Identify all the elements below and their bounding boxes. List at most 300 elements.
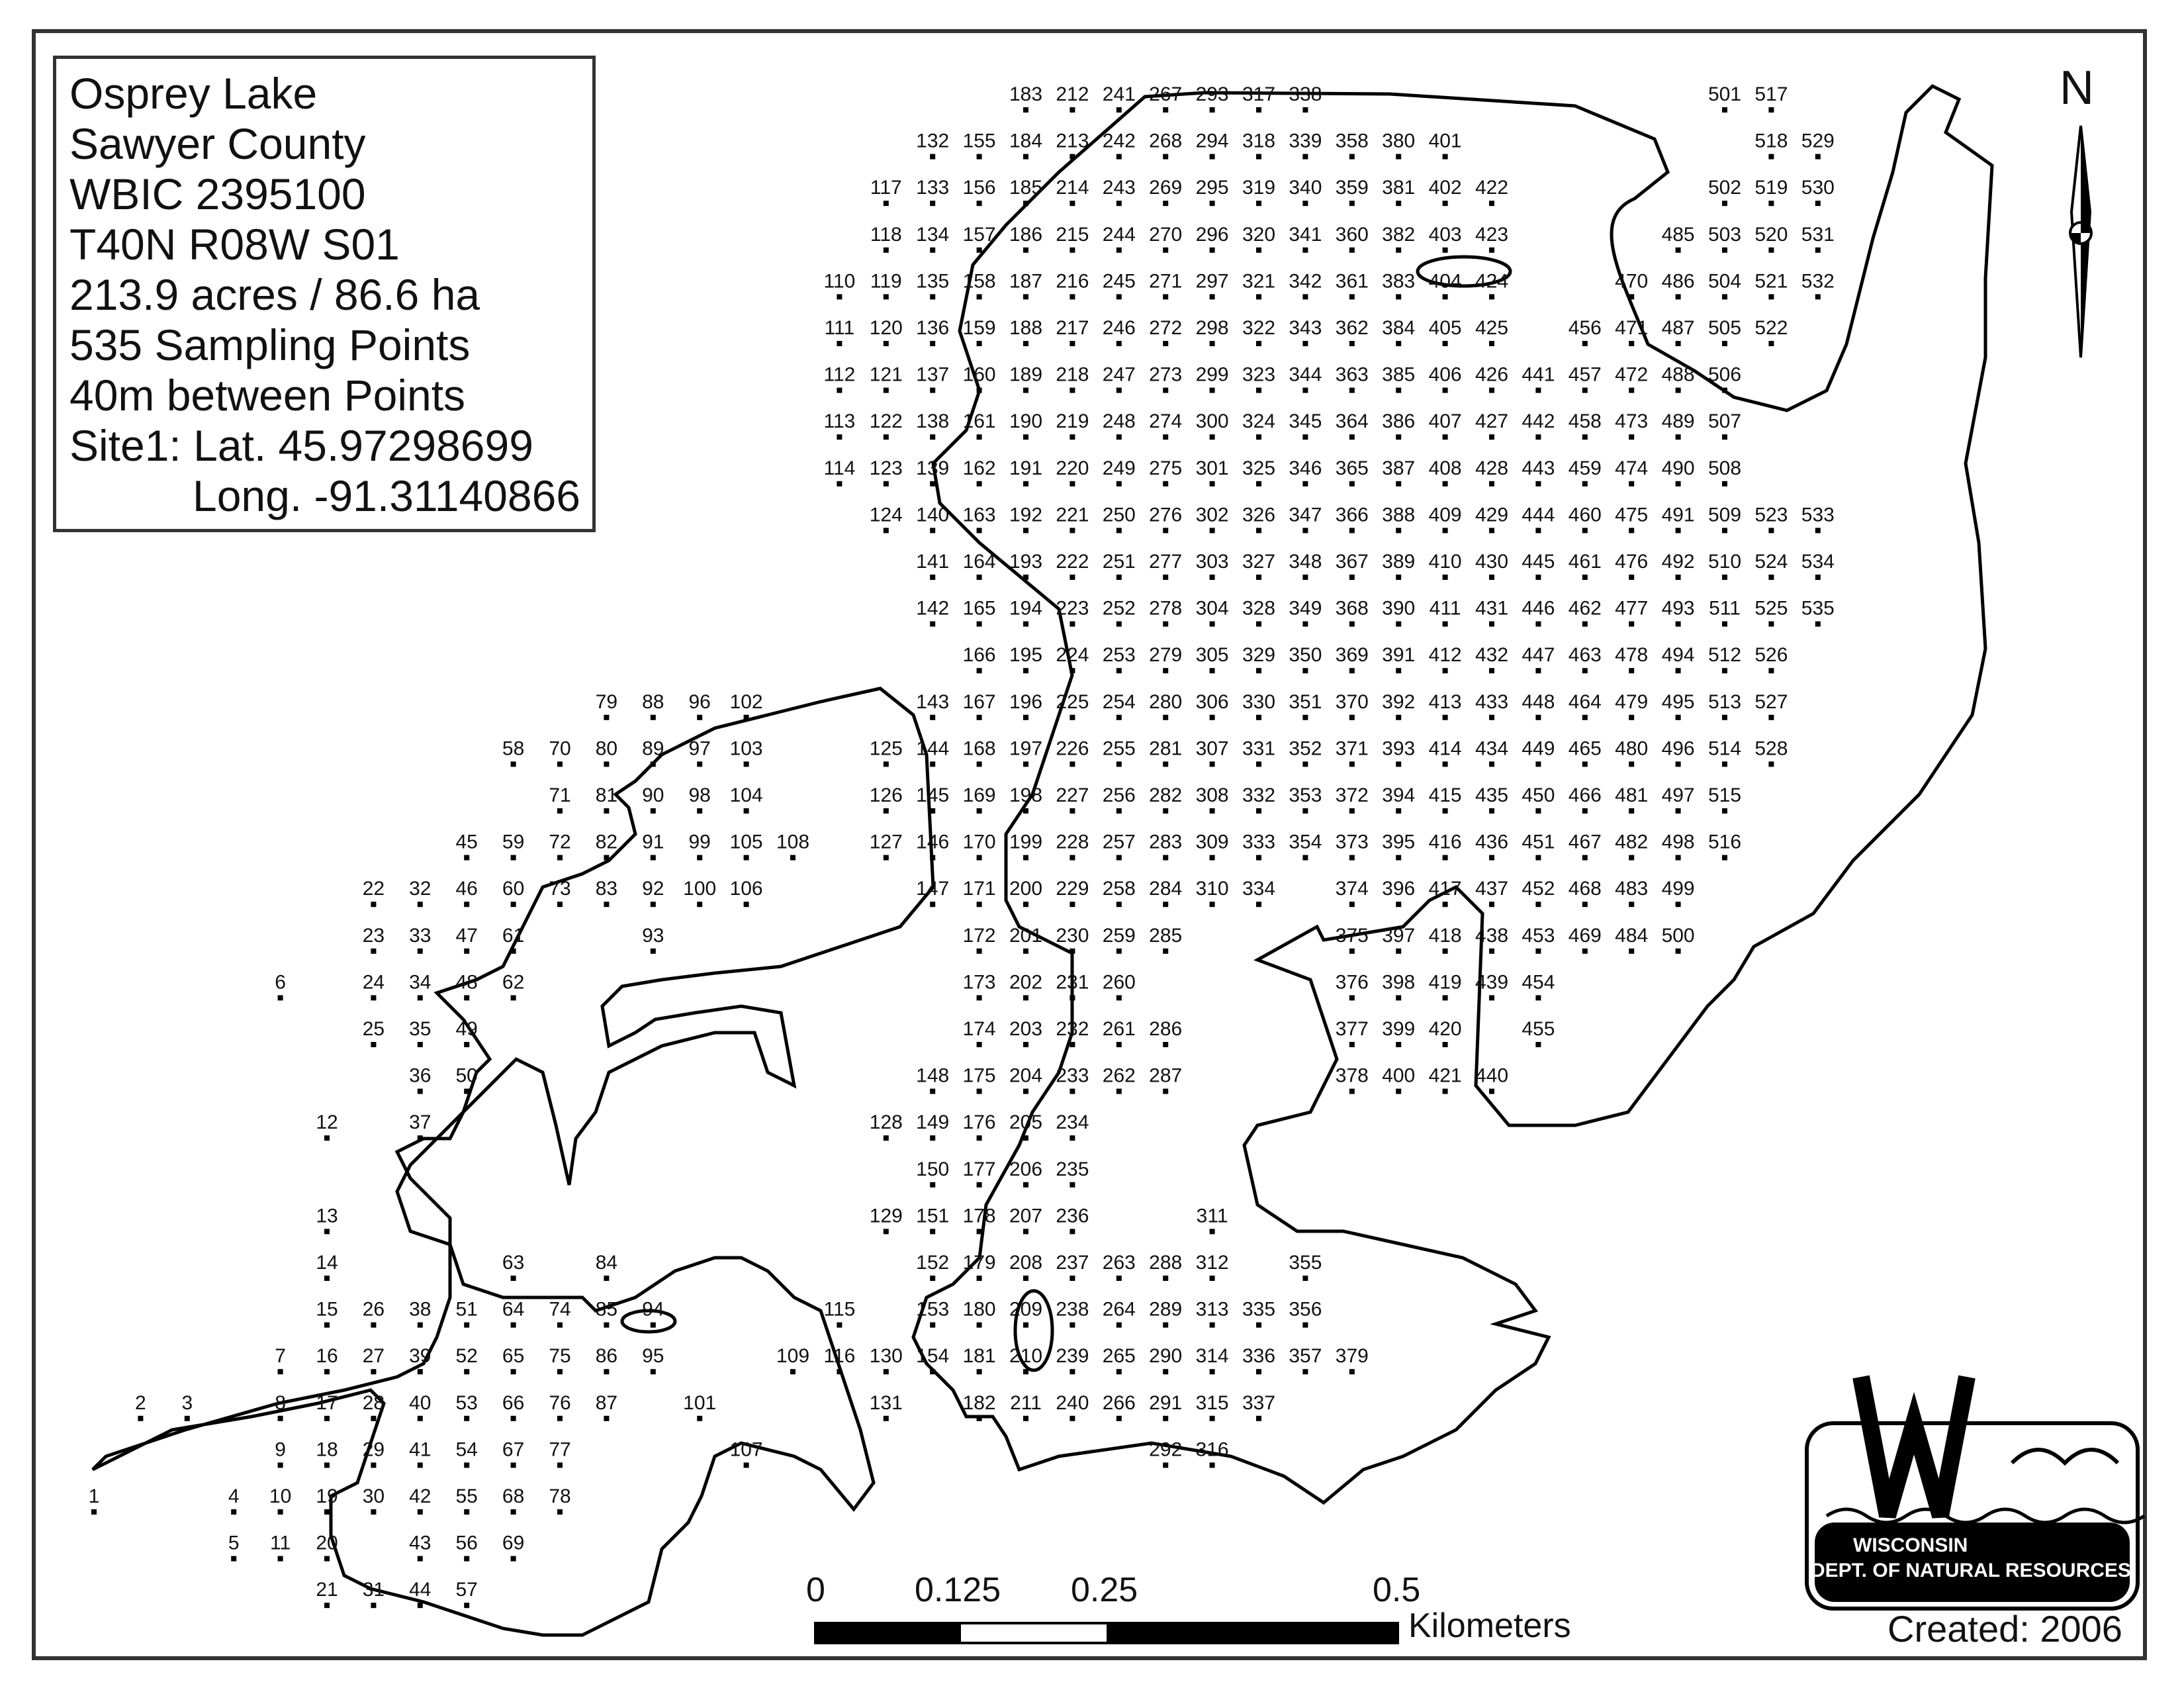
sampling-point-label: 228 (1056, 831, 1089, 853)
sampling-point-marker (1302, 1369, 1308, 1374)
sampling-point-marker (1396, 1089, 1401, 1094)
sampling-point-marker (1023, 388, 1028, 393)
sampling-point-marker (1676, 388, 1681, 393)
sampling-point-marker (884, 528, 889, 533)
sampling-point-marker (977, 1323, 982, 1328)
sampling-point-marker (977, 808, 982, 814)
created-date: Created: 2006 (1888, 1608, 2122, 1650)
sampling-point-marker (371, 1416, 376, 1421)
sampling-point-marker (837, 294, 842, 299)
sampling-point-marker (1069, 1416, 1075, 1421)
sampling-point-marker (884, 388, 889, 393)
sampling-point-marker (1163, 107, 1168, 113)
sampling-point-label: 248 (1102, 410, 1136, 433)
sampling-point-marker (977, 1182, 982, 1188)
sampling-point-marker (1582, 528, 1588, 533)
sampling-point-marker (557, 855, 563, 861)
sampling-point-marker (1582, 388, 1588, 393)
sampling-point-label: 426 (1475, 363, 1509, 386)
sampling-point-label: 517 (1754, 83, 1788, 105)
sampling-point-label: 317 (1242, 83, 1276, 105)
sampling-point-label: 360 (1335, 223, 1369, 246)
sampling-point-marker (1582, 668, 1588, 673)
sampling-point-label: 520 (1754, 223, 1788, 246)
sampling-point-label: 423 (1475, 223, 1509, 246)
sampling-point-label: 72 (549, 831, 571, 853)
sampling-point-marker (744, 715, 749, 720)
sampling-point-label: 64 (502, 1298, 525, 1321)
sampling-point-label: 253 (1102, 644, 1136, 667)
sampling-point-label: 190 (1009, 410, 1043, 433)
sampling-point-marker (1768, 715, 1774, 720)
sampling-point-marker (1722, 528, 1727, 533)
sampling-point-marker (1210, 1229, 1215, 1234)
sampling-point-label: 337 (1242, 1391, 1276, 1414)
sampling-point-marker (1582, 902, 1588, 907)
sampling-point-marker (1210, 248, 1215, 253)
sampling-point-marker (418, 1509, 423, 1515)
sampling-point-label: 155 (962, 130, 996, 152)
sampling-point-label: 34 (409, 971, 432, 994)
sampling-point-label: 446 (1522, 597, 1555, 620)
sampling-point-marker (1163, 294, 1168, 299)
sampling-point-label: 196 (1009, 690, 1043, 713)
sampling-point-label: 482 (1615, 831, 1649, 853)
sampling-point-label: 344 (1289, 363, 1322, 386)
sampling-point-marker (1256, 1369, 1261, 1374)
sampling-point-marker (1023, 201, 1028, 206)
sampling-point-marker (1023, 341, 1028, 346)
sampling-point-label: 508 (1707, 457, 1742, 479)
sampling-point-label: 528 (1754, 737, 1788, 760)
sampling-point-marker (1722, 855, 1727, 861)
sampling-point-label: 73 (549, 878, 571, 900)
sampling-point-marker (1349, 481, 1355, 487)
sampling-point-label: 345 (1289, 410, 1322, 433)
sampling-point-label: 238 (1056, 1298, 1089, 1321)
sampling-point-label: 326 (1242, 504, 1276, 526)
sampling-point-label: 327 (1242, 551, 1276, 573)
sampling-point-label: 316 (1195, 1438, 1229, 1461)
sampling-point-marker (884, 761, 889, 767)
sampling-point-label: 479 (1615, 690, 1649, 713)
sampling-point-marker (697, 855, 702, 861)
sampling-point-marker (1629, 668, 1634, 673)
sampling-point-marker (418, 1042, 423, 1047)
sampling-point-label: 270 (1149, 223, 1183, 246)
sampling-point-label: 393 (1382, 737, 1416, 760)
sampling-point-label: 268 (1149, 130, 1183, 152)
sampling-point-marker (1210, 481, 1215, 487)
sampling-point-label: 363 (1335, 363, 1369, 386)
sampling-point-marker (1163, 434, 1168, 440)
sampling-point-marker (1210, 1369, 1215, 1374)
sampling-point-marker (1069, 902, 1075, 907)
sampling-point-marker (1023, 855, 1028, 861)
sampling-point-marker (930, 1276, 935, 1281)
sampling-point-label: 354 (1289, 831, 1322, 853)
sampling-point-label: 173 (962, 971, 996, 994)
sampling-point-marker (744, 1462, 749, 1468)
sampling-point-marker (1163, 902, 1168, 907)
sampling-point-marker (1069, 388, 1075, 393)
sampling-point-marker (1535, 715, 1541, 720)
sampling-point-marker (1443, 761, 1448, 767)
sampling-point-marker (1396, 528, 1401, 533)
sampling-point-marker (464, 1556, 469, 1562)
sampling-point-marker (1535, 575, 1541, 580)
sampling-point-label: 264 (1102, 1298, 1136, 1321)
sampling-point-marker (930, 808, 935, 814)
sampling-point-marker (1396, 154, 1401, 160)
sampling-point-marker (1163, 715, 1168, 720)
sampling-point-marker (324, 1369, 330, 1374)
sampling-point-label: 335 (1242, 1298, 1276, 1321)
sampling-point-label: 275 (1149, 457, 1183, 479)
sampling-point-marker (1256, 622, 1261, 627)
sampling-point-marker (1535, 761, 1541, 767)
sampling-point-marker (1768, 575, 1774, 580)
sampling-point-label: 319 (1242, 177, 1276, 199)
scale-tick-0125: 0.125 (915, 1571, 1001, 1609)
sampling-point-label: 25 (362, 1018, 385, 1040)
sampling-point-label: 464 (1568, 690, 1602, 713)
sampling-point-label: 417 (1428, 878, 1462, 900)
sampling-point-label: 231 (1056, 971, 1089, 994)
sampling-point-marker (1582, 575, 1588, 580)
sampling-point-marker (884, 1369, 889, 1374)
sampling-point-marker (884, 1416, 889, 1421)
site-longitude: Long. -91.31140866 (193, 471, 580, 520)
sampling-point-marker (1443, 949, 1448, 954)
sampling-point-label: 237 (1056, 1252, 1089, 1274)
sampling-point-label: 294 (1195, 130, 1229, 152)
sampling-point-marker (1349, 388, 1355, 393)
sampling-point-marker (1023, 575, 1028, 580)
sampling-point-marker (1582, 434, 1588, 440)
sampling-point-label: 389 (1382, 551, 1416, 573)
sampling-point-label: 131 (869, 1391, 903, 1414)
sampling-point-label: 258 (1102, 878, 1136, 900)
sampling-point-marker (1443, 294, 1448, 299)
sampling-point-marker (1163, 949, 1168, 954)
sampling-point-label: 165 (962, 597, 996, 620)
sampling-point-label: 55 (455, 1485, 478, 1507)
lake-name: Osprey Lake (69, 69, 318, 118)
sampling-point-label: 459 (1568, 457, 1602, 479)
sampling-point-marker (418, 1462, 423, 1468)
sampling-point-label: 220 (1056, 457, 1089, 479)
sampling-point-label: 68 (502, 1485, 525, 1507)
sampling-point-marker (1396, 481, 1401, 487)
sampling-point-marker (977, 1229, 982, 1234)
sampling-point-label: 469 (1568, 924, 1602, 947)
sampling-point-marker (1489, 434, 1494, 440)
sampling-point-label: 205 (1009, 1111, 1043, 1134)
sampling-point-label: 86 (595, 1345, 618, 1368)
sampling-point-label: 301 (1195, 457, 1229, 479)
sampling-point-label: 521 (1754, 270, 1788, 293)
sampling-point-marker (418, 949, 423, 954)
sampling-point-marker (1489, 388, 1494, 393)
sampling-point-marker (977, 1042, 982, 1047)
sampling-point-label: 429 (1475, 504, 1509, 526)
sampling-point-marker (1535, 855, 1541, 861)
sampling-point-marker (1069, 855, 1075, 861)
sampling-point-marker (1023, 1229, 1028, 1234)
sampling-point-marker (1535, 481, 1541, 487)
sampling-point-label: 273 (1149, 363, 1183, 386)
sampling-point-label: 241 (1102, 83, 1136, 105)
scale-tick-0: 0 (806, 1571, 825, 1609)
sampling-point-label: 163 (962, 504, 996, 526)
sampling-point-marker (1163, 855, 1168, 861)
sampling-point-label: 47 (455, 924, 478, 947)
sampling-point-marker (1069, 761, 1075, 767)
sampling-point-label: 412 (1428, 644, 1462, 667)
sampling-point-label: 504 (1707, 270, 1742, 293)
sampling-point-marker (511, 1323, 516, 1328)
sampling-point-marker (1256, 294, 1261, 299)
sampling-point-label: 146 (916, 831, 950, 853)
sampling-point-marker (1069, 107, 1075, 113)
sampling-point-label: 153 (916, 1298, 950, 1321)
sampling-point-marker (884, 294, 889, 299)
sampling-point-label: 87 (595, 1391, 618, 1414)
sampling-point-label: 215 (1056, 223, 1089, 246)
sampling-point-marker (1349, 294, 1355, 299)
sampling-point-marker (1210, 528, 1215, 533)
sampling-point-marker (1302, 294, 1308, 299)
sampling-point-marker (464, 902, 469, 907)
sampling-point-label: 507 (1707, 410, 1742, 433)
sampling-point-label: 256 (1102, 784, 1136, 806)
sampling-point-label: 437 (1475, 878, 1509, 900)
sampling-point-marker (1256, 715, 1261, 720)
sampling-point-marker (1535, 434, 1541, 440)
sampling-point-label: 78 (549, 1485, 571, 1507)
sampling-point-label: 505 (1707, 317, 1742, 339)
sampling-point-marker (1256, 902, 1261, 907)
sampling-point-label: 192 (1009, 504, 1043, 526)
sampling-point-marker (1163, 154, 1168, 160)
sampling-point-label: 35 (409, 1018, 432, 1040)
sampling-point-label: 108 (776, 831, 810, 853)
sampling-point-label: 100 (683, 878, 717, 900)
sampling-point-marker (884, 1135, 889, 1141)
sampling-point-label: 157 (962, 223, 996, 246)
sampling-point-label: 265 (1102, 1345, 1136, 1368)
sampling-point-marker (930, 481, 935, 487)
sampling-point-label: 524 (1754, 551, 1788, 573)
sampling-point-label: 123 (869, 457, 903, 479)
sampling-point-label: 79 (595, 690, 618, 713)
sampling-point-label: 371 (1335, 737, 1369, 760)
sampling-point-marker (511, 1276, 516, 1281)
sampling-point-label: 176 (962, 1111, 996, 1134)
sampling-point-marker (418, 1369, 423, 1374)
sampling-point-marker (884, 434, 889, 440)
sampling-point-label: 406 (1428, 363, 1462, 386)
sampling-point-label: 57 (455, 1579, 478, 1601)
sampling-point-label: 90 (642, 784, 664, 806)
sampling-point-marker (930, 1135, 935, 1141)
sampling-point-marker (651, 808, 656, 814)
sampling-point-label: 135 (916, 270, 950, 293)
sampling-point-label: 308 (1195, 784, 1229, 806)
sampling-point-label: 474 (1615, 457, 1649, 479)
sampling-point-label: 29 (362, 1438, 385, 1461)
sampling-point-marker (1116, 294, 1122, 299)
sampling-point-marker (1535, 949, 1541, 954)
sampling-point-label: 532 (1801, 270, 1835, 293)
sampling-point-marker (464, 1416, 469, 1421)
sampling-point-label: 162 (962, 457, 996, 479)
sampling-point-label: 198 (1009, 784, 1043, 806)
sampling-point-marker (651, 949, 656, 954)
sampling-point-label: 499 (1661, 878, 1695, 900)
sampling-point-marker (418, 1323, 423, 1328)
sampling-point-label: 286 (1149, 1018, 1183, 1040)
sampling-point-label: 122 (869, 410, 903, 433)
sampling-point-marker (1210, 668, 1215, 673)
sampling-point-marker (511, 1369, 516, 1374)
sampling-point-label: 322 (1242, 317, 1276, 339)
sampling-point-marker (1489, 855, 1494, 861)
sampling-point-label: 43 (409, 1532, 432, 1554)
sampling-point-label: 197 (1009, 737, 1043, 760)
sampling-point-label: 178 (962, 1205, 996, 1227)
sampling-point-marker (1443, 154, 1448, 160)
sampling-point-marker (1489, 294, 1494, 299)
sampling-point-marker (1069, 248, 1075, 253)
sampling-point-label: 349 (1289, 597, 1322, 620)
sampling-point-label: 433 (1475, 690, 1509, 713)
sampling-point-label: 183 (1009, 83, 1043, 105)
sampling-point-label: 56 (455, 1532, 478, 1554)
sampling-point-marker (1768, 294, 1774, 299)
sampling-point-marker (1676, 481, 1681, 487)
sampling-point-label: 249 (1102, 457, 1136, 479)
sampling-point-label: 137 (916, 363, 950, 386)
sampling-point-marker (884, 855, 889, 861)
sampling-point-label: 510 (1707, 551, 1742, 573)
sampling-point-label: 455 (1522, 1018, 1555, 1040)
sampling-point-label: 213 (1056, 130, 1089, 152)
sampling-point-label: 414 (1428, 737, 1462, 760)
sampling-point-marker (744, 808, 749, 814)
sampling-point-marker (418, 1416, 423, 1421)
sampling-point-marker (1116, 761, 1122, 767)
sampling-point-label: 140 (916, 504, 950, 526)
township: T40N R08W S01 (69, 220, 400, 269)
sampling-point-marker (1256, 481, 1261, 487)
sampling-point-marker (977, 995, 982, 1000)
sampling-point-label: 67 (502, 1438, 525, 1461)
sampling-point-marker (464, 1042, 469, 1047)
sampling-point-label: 26 (362, 1298, 385, 1321)
sampling-point-label: 430 (1475, 551, 1509, 573)
sampling-point-label: 207 (1009, 1205, 1043, 1227)
sampling-point-marker (977, 294, 982, 299)
sampling-point-marker (1210, 434, 1215, 440)
sampling-point-label: 85 (595, 1298, 618, 1321)
sampling-point-label: 515 (1707, 784, 1742, 806)
sampling-point-marker (278, 1416, 283, 1421)
sampling-point-label: 348 (1289, 551, 1322, 573)
sampling-point-label: 221 (1056, 504, 1089, 526)
sampling-point-label: 287 (1149, 1064, 1183, 1087)
sampling-point-label: 374 (1335, 878, 1369, 900)
sampling-point-marker (1349, 855, 1355, 861)
wbic: WBIC 2395100 (69, 169, 366, 218)
sampling-point-label: 323 (1242, 363, 1276, 386)
sampling-point-marker (1722, 388, 1727, 393)
sampling-point-label: 170 (962, 831, 996, 853)
sampling-point-marker (1489, 622, 1494, 627)
sampling-point-label: 339 (1289, 130, 1322, 152)
sampling-point-marker (930, 902, 935, 907)
sampling-point-marker (1163, 1323, 1168, 1328)
sampling-point-label: 82 (595, 831, 618, 853)
sampling-point-marker (1535, 1042, 1541, 1047)
sampling-point-label: 121 (869, 363, 903, 386)
sampling-point-label: 368 (1335, 597, 1369, 620)
sampling-point-marker (371, 1462, 376, 1468)
sampling-point-label: 512 (1707, 644, 1742, 667)
sampling-point-label: 282 (1149, 784, 1183, 806)
sampling-point-label: 410 (1428, 551, 1462, 573)
sampling-point-marker (324, 1509, 330, 1515)
sampling-point-label: 405 (1428, 317, 1462, 339)
lake-info-box (53, 56, 596, 532)
sampling-point-label: 41 (409, 1438, 432, 1461)
sampling-point-marker (511, 1509, 516, 1515)
sampling-point-label: 250 (1102, 504, 1136, 526)
sampling-point-marker (930, 294, 935, 299)
sampling-point-marker (1116, 154, 1122, 160)
sampling-point-label: 234 (1056, 1111, 1089, 1134)
sampling-point-marker (1210, 1323, 1215, 1328)
sampling-point-marker (1582, 715, 1588, 720)
sampling-point-marker (464, 949, 469, 954)
sampling-point-label: 261 (1102, 1018, 1136, 1040)
sampling-point-label: 454 (1522, 971, 1555, 994)
sampling-point-label: 98 (688, 784, 711, 806)
sampling-point-label: 142 (916, 597, 950, 620)
sampling-point-marker (1163, 761, 1168, 767)
sampling-point-label: 398 (1382, 971, 1416, 994)
sampling-point-marker (1023, 761, 1028, 767)
sampling-point-marker (1349, 1042, 1355, 1047)
sampling-point-marker (1443, 715, 1448, 720)
sampling-point-label: 284 (1149, 878, 1183, 900)
sampling-point-label: 314 (1195, 1345, 1229, 1368)
sampling-point-label: 151 (916, 1205, 950, 1227)
sampling-point-marker (930, 1369, 935, 1374)
sampling-point-marker (1116, 481, 1122, 487)
sampling-point-label: 62 (502, 971, 525, 994)
sampling-point-marker (1629, 294, 1634, 299)
sampling-point-label: 392 (1382, 690, 1416, 713)
sampling-point-marker (1489, 668, 1494, 673)
sampling-point-marker (1349, 668, 1355, 673)
sampling-point-label: 147 (916, 878, 950, 900)
sampling-point-marker (1302, 528, 1308, 533)
sampling-point-label: 280 (1149, 690, 1183, 713)
sampling-point-marker (604, 1369, 609, 1374)
sampling-point-label: 42 (409, 1485, 432, 1507)
